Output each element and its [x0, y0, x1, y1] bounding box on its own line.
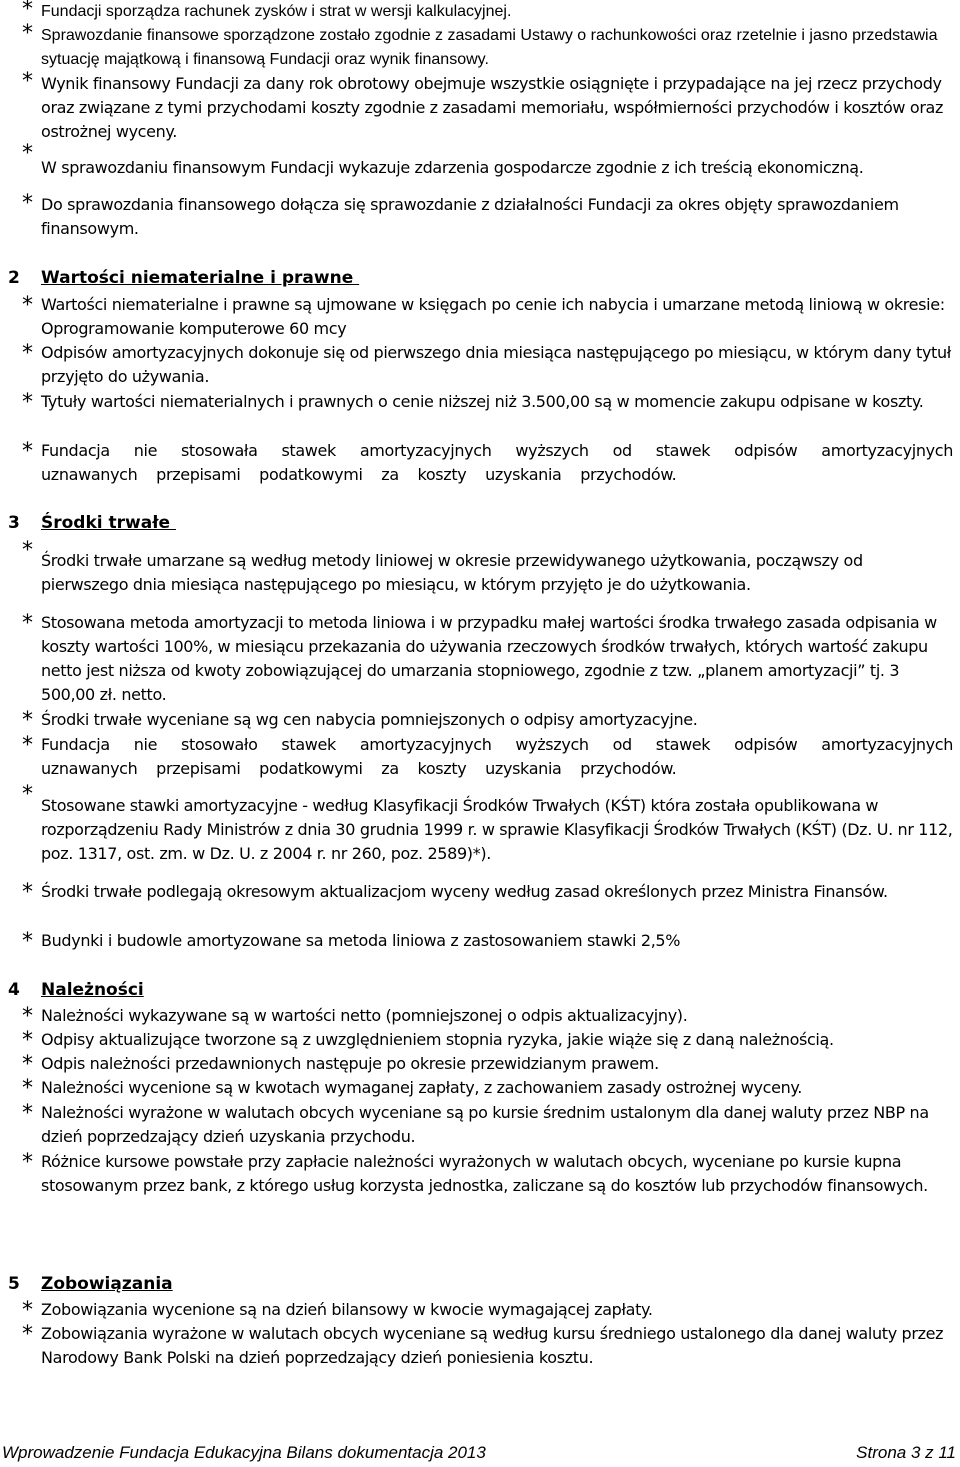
bullet: *: [22, 611, 33, 636]
bullet: *: [22, 293, 33, 318]
item-text: Odpisów amortyzacyjnych dokonuje się od pierwszego dnia miesiąca następującego po miesiącu, w którym dany tytuł przyjęto do używania.: [41, 343, 951, 386]
list-item: [8, 21, 953, 72]
bullet: *: [22, 1028, 33, 1053]
bullet: *: [22, 1322, 33, 1347]
bullet: *: [22, 1101, 33, 1126]
item-text-line: uznawanych przepisami podatkowymi za koszty uzyskania przychodów.: [41, 465, 677, 484]
item-text: [41, 733, 953, 781]
list-item: [8, 69, 953, 144]
section-title: Wartości niematerialne i prawne: [41, 268, 360, 288]
bullet: *: [22, 141, 33, 166]
list-item: [8, 1028, 953, 1052]
bullet: *: [22, 1298, 33, 1323]
item-text: Wartości niematerialne i prawne są ujmowane w księgach po cenie ich nabycia i umarzane metodą liniową w okresie: Oprogramowanie komputerowe 60 mcy: [41, 295, 945, 338]
item-text: W sprawozdaniu finansowym Fundacji wykazuje zdarzenia gospodarcze zgodnie z ich treścią ekonomiczną.: [41, 158, 864, 177]
item-text: Sprawozdanie finansowe sporządzone zostało zgodnie z zasadami Ustawy o rachunkowości oraz rzetelnie i jasno przedstawia sytuację majątkową i finansową Fundacji oraz wynik finansowy.: [41, 27, 938, 68]
item-text: Należności wykazywane są w wartości netto (pomniejszonej o odpis aktualizacyjny).: [41, 1006, 688, 1025]
list-item: [8, 390, 953, 438]
list-item: [8, 611, 953, 707]
bullet: *: [22, 1052, 33, 1077]
item-text: Odpis należności przedawnionych następuje po okresie przewidzianym prawem.: [41, 1054, 659, 1073]
item-text: Budynki i budowle amortyzowane sa metoda liniowa z zastosowaniem stawki 2,5%: [41, 931, 681, 950]
bullet: *: [22, 880, 33, 905]
item-text: Należności wycenione są w kwotach wymaganej zapłaty, z zachowaniem zasady ostrożnej wyceny.: [41, 1078, 802, 1097]
item-text: Różnice kursowe powstałe przy zapłacie należności wyrażonych w walutach obcych, wyceniane po kursie kupna stosowanym przez bank, z którego usług korzysta jednostka, zaliczane są do kosztów lub przychodów finansowych.: [41, 1152, 928, 1195]
item-text: Należności wyrażone w walutach obcych wyceniane są po kursie średnim ustalonym dla danej waluty przez NBP na dzień poprzedzający dzień uzyskania przychodu.: [41, 1103, 929, 1146]
list-item: [8, 1004, 953, 1028]
section-title: Należności: [41, 980, 144, 1000]
bullet: *: [22, 341, 33, 366]
bullet: *: [22, 390, 33, 415]
bullet: *: [22, 1076, 33, 1101]
item-text: Tytuły wartości niematerialnych i prawnych o cenie niższej niż 3.500,00 są w momencie zakupu odpisane w koszty.: [41, 392, 924, 411]
item-text: Odpisy aktualizujące tworzone są z uwzględnieniem stopnia ryzyka, jakie wiąże się z daną należnością.: [41, 1030, 834, 1049]
item-text: Stosowane stawki amortyzacyjne - według Klasyfikacji Środków Trwałych (KŚT) która została opublikowana w rozporządzeniu Rady Ministrów z dnia 30 grudnia 1999 r. w sprawie Klasyfikacji Środków Trwałych (KŚT) (Dz. U. nr 112, poz. 1317, ost. zm. w Dz. U. z 2004 r. nr 260, poz. 2589)*).: [41, 796, 953, 863]
footer-document-title: Wprowadzenie Fundacja Edukacyjna Bilans dokumentacja 2013: [2, 1443, 486, 1462]
item-text: Środki trwałe podlegają okresowym aktualizacjom wyceny według zasad określonych przez Ministra Finansów.: [41, 882, 888, 901]
footer-page-number: Strona 3 z 11: [856, 1443, 956, 1462]
item-text: Zobowiązania wycenione są na dzień bilansowy w kwocie wymagającej zapłaty.: [41, 1300, 653, 1319]
list-item: [8, 1150, 953, 1222]
item-text: Wynik finansowy Fundacji za dany rok obrotowy obejmuje wszystkie osiągnięte i przypadające na jej rzecz przychody oraz związane z tymi przychodami koszty zgodnie z zasadami memoriału, współmierności przychodów i kosztów oraz ostrożnej wyceny.: [41, 74, 944, 141]
bullet: *: [22, 69, 33, 94]
bullet: *: [22, 439, 33, 464]
section-number: 4: [8, 980, 20, 1000]
bullet: *: [22, 0, 33, 22]
list-item: [8, 1298, 953, 1322]
list-item: [8, 439, 953, 487]
bullet: *: [22, 708, 33, 733]
list-item: [8, 929, 953, 953]
item-text-line: uznawanych przepisami podatkowymi za koszty uzyskania przychodów.: [41, 759, 677, 778]
list-item: [8, 293, 953, 341]
bullet: *: [22, 1004, 33, 1029]
list-item: [8, 782, 953, 866]
list-item: [8, 0, 953, 24]
item-text-line: Fundacja nie stosowało stawek amortyzacyjnych wyższych od stawek odpisów amortyzacyjnych: [41, 735, 953, 754]
bullet: *: [22, 733, 33, 758]
list-item: [8, 880, 953, 928]
list-item: [8, 1052, 953, 1076]
item-text: Środki trwałe umarzane są według metody liniowej w okresie przewidywanego użytkowania, począwszy od pierwszego dnia miesiąca następującego po miesiącu, w którym przyjęto je do użytkowania.: [41, 551, 863, 594]
section-title: Środki trwałe: [41, 513, 176, 533]
item-text-line: Fundacja nie stosowała stawek amortyzacyjnych wyższych od stawek odpisów amortyzacyjnych: [41, 441, 953, 460]
item-text: Stosowana metoda amortyzacji to metoda liniowa i w przypadku małej wartości środka trwałego zasada odpisania w koszty wartości 100%, w miesiącu przekazania do używania rzeczowych środków trwałych, których wartość zakupu netto jest niższa od kwoty zobowiązującej do umarzania stopniowego, zgodnie z tzw. „planem amortyzacji” tj. 3 500,00 zł. netto.: [41, 613, 937, 704]
bullet: *: [22, 929, 33, 954]
item-text: Do sprawozdania finansowego dołącza się sprawozdanie z działalności Fundacji za okres objęty sprawozdaniem finansowym.: [41, 195, 899, 238]
section-title: Zobowiązania: [41, 1274, 173, 1294]
section-number: 2: [8, 268, 20, 288]
section-number: 5: [8, 1274, 20, 1294]
item-text: Zobowiązania wyrażone w walutach obcych wyceniane są według kursu średniego ustalonego dla danej waluty przez Narodowy Bank Polski na dzień poprzedzający dzień poniesienia kosztu.: [41, 1324, 944, 1367]
item-text: Środki trwałe wyceniane są wg cen nabycia pomniejszonych o odpisy amortyzacyjne.: [41, 710, 698, 729]
list-item: [8, 708, 953, 732]
list-item: [8, 141, 953, 180]
bullet: *: [22, 538, 33, 563]
list-item: [8, 538, 953, 598]
bullet: *: [22, 782, 33, 807]
list-item: [8, 733, 953, 781]
list-item: [8, 193, 953, 241]
list-item: [8, 341, 953, 389]
bullet: *: [22, 191, 33, 216]
section-number: 3: [8, 513, 20, 533]
page-footer: [0, 1443, 958, 1467]
list-item: [8, 1076, 953, 1100]
bullet: *: [22, 1150, 33, 1175]
list-item: [8, 1101, 953, 1149]
item-text: Fundacji sporządza rachunek zysków i strat w wersji kalkulacyjnej.: [41, 3, 512, 20]
list-item: [8, 1322, 953, 1370]
bullet: *: [22, 21, 33, 46]
item-text: [41, 439, 953, 487]
